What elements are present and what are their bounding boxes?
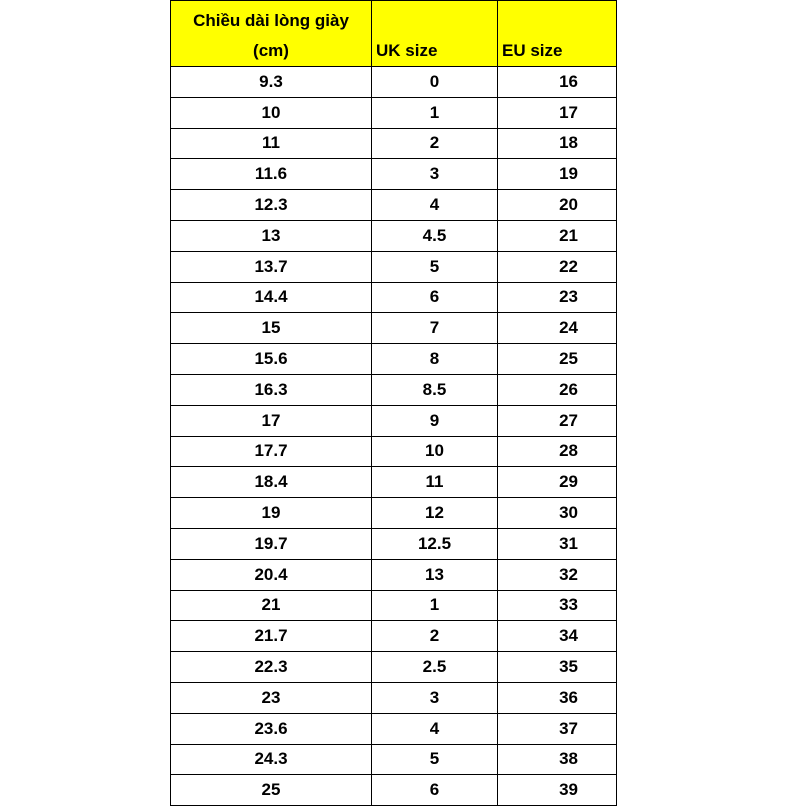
- table-row: [171, 682, 617, 713]
- table-row: [171, 190, 617, 221]
- table-row: [171, 528, 617, 559]
- cell-length-cm: 21.7: [171, 621, 372, 652]
- size-chart-sheet: [170, 0, 617, 806]
- cell-uk-size: 12.5: [372, 528, 498, 559]
- cell-uk-size: 9: [372, 405, 498, 436]
- cell-length-cm: 9.3: [171, 67, 372, 98]
- cell-uk-size: 8: [372, 344, 498, 375]
- cell-uk-size: 4.5: [372, 220, 498, 251]
- cell-length-cm: 12.3: [171, 190, 372, 221]
- cell-length-cm: 18.4: [171, 467, 372, 498]
- table-row: [171, 344, 617, 375]
- cell-length-cm: 16.3: [171, 374, 372, 405]
- cell-eu-size: 27: [498, 405, 617, 436]
- cell-eu-size: 20: [498, 190, 617, 221]
- cell-uk-size: 0: [372, 67, 498, 98]
- table-body: [171, 67, 617, 806]
- cell-eu-size: 36: [498, 682, 617, 713]
- table-row: [171, 374, 617, 405]
- cell-uk-size: 6: [372, 282, 498, 313]
- cell-eu-size: 35: [498, 652, 617, 683]
- table-row: [171, 559, 617, 590]
- cell-length-cm: 11.6: [171, 159, 372, 190]
- table-row: [171, 282, 617, 313]
- cell-length-cm: 25: [171, 775, 372, 806]
- table-row: [171, 621, 617, 652]
- header-length-cm: [171, 1, 372, 67]
- cell-uk-size: 2: [372, 128, 498, 159]
- cell-uk-size: 4: [372, 713, 498, 744]
- cell-uk-size: 2.5: [372, 652, 498, 683]
- cell-length-cm: 10: [171, 97, 372, 128]
- table-row: [171, 713, 617, 744]
- cell-eu-size: 21: [498, 220, 617, 251]
- cell-eu-size: 25: [498, 344, 617, 375]
- cell-length-cm: 22.3: [171, 652, 372, 683]
- table-row: [171, 220, 617, 251]
- cell-eu-size: 18: [498, 128, 617, 159]
- cell-eu-size: 33: [498, 590, 617, 621]
- table-row: [171, 67, 617, 98]
- cell-eu-size: 34: [498, 621, 617, 652]
- size-chart-table: [170, 0, 617, 806]
- table-row: [171, 590, 617, 621]
- cell-eu-size: 37: [498, 713, 617, 744]
- cell-eu-size: 16: [498, 67, 617, 98]
- cell-length-cm: 19: [171, 498, 372, 529]
- table-header: [171, 1, 617, 67]
- table-row: [171, 775, 617, 806]
- cell-length-cm: 23.6: [171, 713, 372, 744]
- cell-uk-size: 8.5: [372, 374, 498, 405]
- cell-length-cm: 17: [171, 405, 372, 436]
- cell-uk-size: 1: [372, 97, 498, 128]
- table-row: [171, 744, 617, 775]
- cell-uk-size: 5: [372, 251, 498, 282]
- cell-length-cm: 24.3: [171, 744, 372, 775]
- cell-length-cm: 15.6: [171, 344, 372, 375]
- header-eu-size: EU size: [498, 1, 617, 67]
- cell-eu-size: 17: [498, 97, 617, 128]
- table-row: [171, 251, 617, 282]
- header-uk-size: UK size: [372, 1, 498, 67]
- cell-eu-size: 30: [498, 498, 617, 529]
- table-row: [171, 159, 617, 190]
- cell-uk-size: 3: [372, 682, 498, 713]
- cell-uk-size: 7: [372, 313, 498, 344]
- cell-uk-size: 5: [372, 744, 498, 775]
- cell-uk-size: 11: [372, 467, 498, 498]
- cell-eu-size: 22: [498, 251, 617, 282]
- cell-length-cm: 14.4: [171, 282, 372, 313]
- table-row: [171, 405, 617, 436]
- header-row: [171, 1, 617, 67]
- cell-length-cm: 17.7: [171, 436, 372, 467]
- cell-uk-size: 6: [372, 775, 498, 806]
- table-row: [171, 313, 617, 344]
- cell-length-cm: 21: [171, 590, 372, 621]
- cell-eu-size: 19: [498, 159, 617, 190]
- cell-eu-size: 28: [498, 436, 617, 467]
- table-row: [171, 128, 617, 159]
- cell-eu-size: 32: [498, 559, 617, 590]
- cell-eu-size: 26: [498, 374, 617, 405]
- header-length-line2: (cm): [253, 41, 289, 60]
- cell-eu-size: 24: [498, 313, 617, 344]
- cell-length-cm: 23: [171, 682, 372, 713]
- header-length-line1: Chiều dài lòng giày: [193, 11, 349, 30]
- cell-eu-size: 38: [498, 744, 617, 775]
- cell-uk-size: 2: [372, 621, 498, 652]
- cell-eu-size: 23: [498, 282, 617, 313]
- cell-uk-size: 3: [372, 159, 498, 190]
- cell-uk-size: 1: [372, 590, 498, 621]
- cell-eu-size: 39: [498, 775, 617, 806]
- table-row: [171, 652, 617, 683]
- table-row: [171, 498, 617, 529]
- table-row: [171, 436, 617, 467]
- cell-length-cm: 20.4: [171, 559, 372, 590]
- table-row: [171, 467, 617, 498]
- cell-uk-size: 4: [372, 190, 498, 221]
- cell-length-cm: 19.7: [171, 528, 372, 559]
- cell-uk-size: 10: [372, 436, 498, 467]
- cell-length-cm: 11: [171, 128, 372, 159]
- cell-eu-size: 29: [498, 467, 617, 498]
- cell-uk-size: 13: [372, 559, 498, 590]
- cell-uk-size: 12: [372, 498, 498, 529]
- table-row: [171, 97, 617, 128]
- cell-length-cm: 13.7: [171, 251, 372, 282]
- cell-eu-size: 31: [498, 528, 617, 559]
- cell-length-cm: 13: [171, 220, 372, 251]
- cell-length-cm: 15: [171, 313, 372, 344]
